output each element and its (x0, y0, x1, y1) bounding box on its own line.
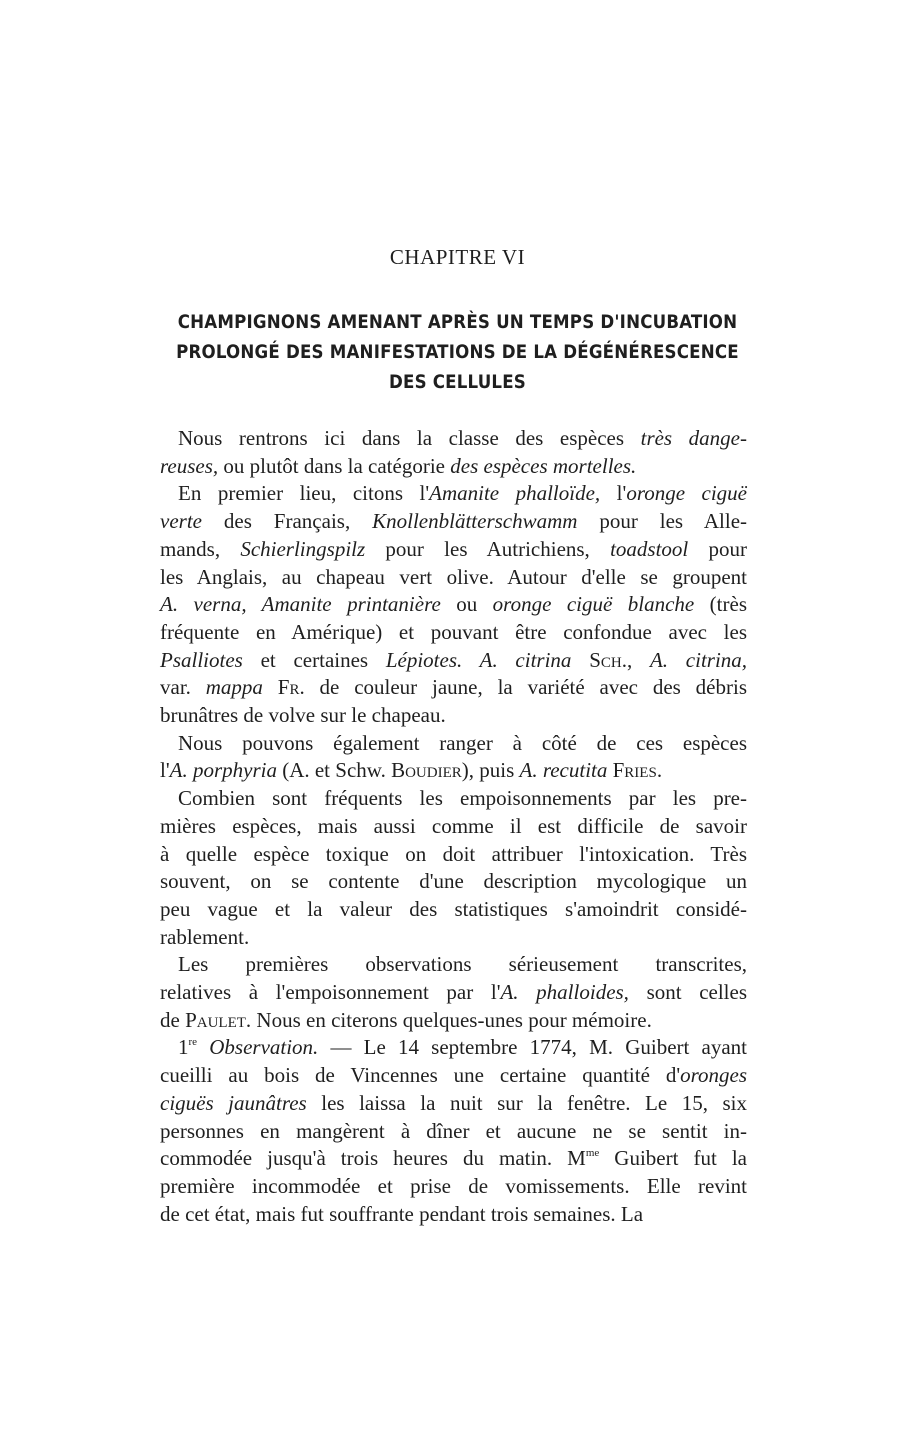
text-line: A. verna, Amanite printanière ou oronge ciguë blanche (très (160, 592, 747, 617)
text-line: à quelle espèce toxique on doit attribuer l'intoxication. Très (160, 841, 747, 866)
chapter-title-line: CHAMPIGNONS AMENANT APRÈS UN TEMPS D'INCUBATION (177, 312, 738, 333)
paragraph (160, 730, 747, 785)
text-line: rablement. (160, 924, 250, 949)
text-line: commodée jusqu'à trois heures du matin. $M^{me}$ Guibert fut la (160, 1146, 747, 1171)
text-line: Les premières observations sérieusement transcrites, (178, 952, 747, 977)
chapter-heading: CHAPITRE VI (389, 245, 526, 269)
text-line: En premier lieu, citons l'Amanite phalloïde, l'oronge ciguë (178, 481, 747, 506)
paragraph (160, 785, 747, 951)
text-line: brunâtres de volve sur le chapeau. (160, 703, 446, 728)
body-text (160, 425, 747, 1228)
chapter-title-line: PROLONGÉ DES MANIFESTATIONS DE LA DÉGÉNÉRESCENCE (176, 342, 739, 363)
text-line: verte des Français, Knollenblätterschwamm pour les Alle- (160, 509, 748, 534)
text-line: fréquente en Amérique) et pouvant être confondue avec les (160, 619, 747, 644)
paragraph (160, 1034, 747, 1228)
text-line: Combien sont fréquents les empoisonnements par les pre- (178, 786, 747, 811)
text-line: 1re Observation. — Le 14 septembre 1774, M. Guibert ayant (178, 1035, 747, 1060)
chapter-title (150, 308, 765, 398)
text-line: ciguës jaunâtres les laissa la nuit sur la fenêtre. Le 15, six (160, 1090, 747, 1115)
text-line: mières espèces, mais aussi comme il est difficile de savoir (160, 813, 747, 838)
text-line: les Anglais, au chapeau vert olive. Autour d'elle se groupent (160, 564, 747, 589)
text-line: reuses, ou plutôt dans la catégorie des espèces mortelles. (160, 453, 637, 478)
paragraph (160, 951, 747, 1034)
text-line: souvent, on se contente d'une description mycologique un (160, 869, 747, 894)
text-line: première incommodée et prise de vomissements. Elle revint (160, 1173, 747, 1198)
paragraph (160, 480, 747, 729)
text-line: relatives à l'empoisonnement par l'A. phalloides, sont celles (160, 980, 747, 1005)
text-line: Psalliotes et certaines Lépiotes. A. citrina Sch., A. citrina, (160, 647, 748, 672)
text-line: var. mappa Fr. de couleur jaune, la variété avec des débris (160, 675, 748, 700)
text-line: Nous pouvons également ranger à côté de ces espèces (178, 730, 747, 755)
text-line: de Paulet. Nous en citerons quelques-unes pour mémoire. (160, 1007, 652, 1032)
text-line: mands, Schierlingspilz pour les Autrichiens, toadstool pour (160, 536, 747, 561)
text-line: Nous rentrons ici dans la classe des espèces très dange- (178, 426, 747, 450)
text-line: de cet état, mais fut souffrante pendant trois semaines. La (160, 1201, 644, 1226)
chapter-title-line: DES CELLULES (389, 372, 526, 393)
text-line: peu vague et la valeur des statistiques s'amoindrit considé- (160, 896, 747, 921)
text-line: cueilli au bois de Vincennes une certaine quantité d'oronges (160, 1063, 747, 1088)
text-line: l'A. porphyria (A. et Schw. Boudier), puis A. recutita Fries. (160, 758, 663, 783)
paragraph (160, 425, 747, 480)
text-line: personnes en mangèrent à dîner et aucune ne se sentit in- (160, 1118, 747, 1143)
